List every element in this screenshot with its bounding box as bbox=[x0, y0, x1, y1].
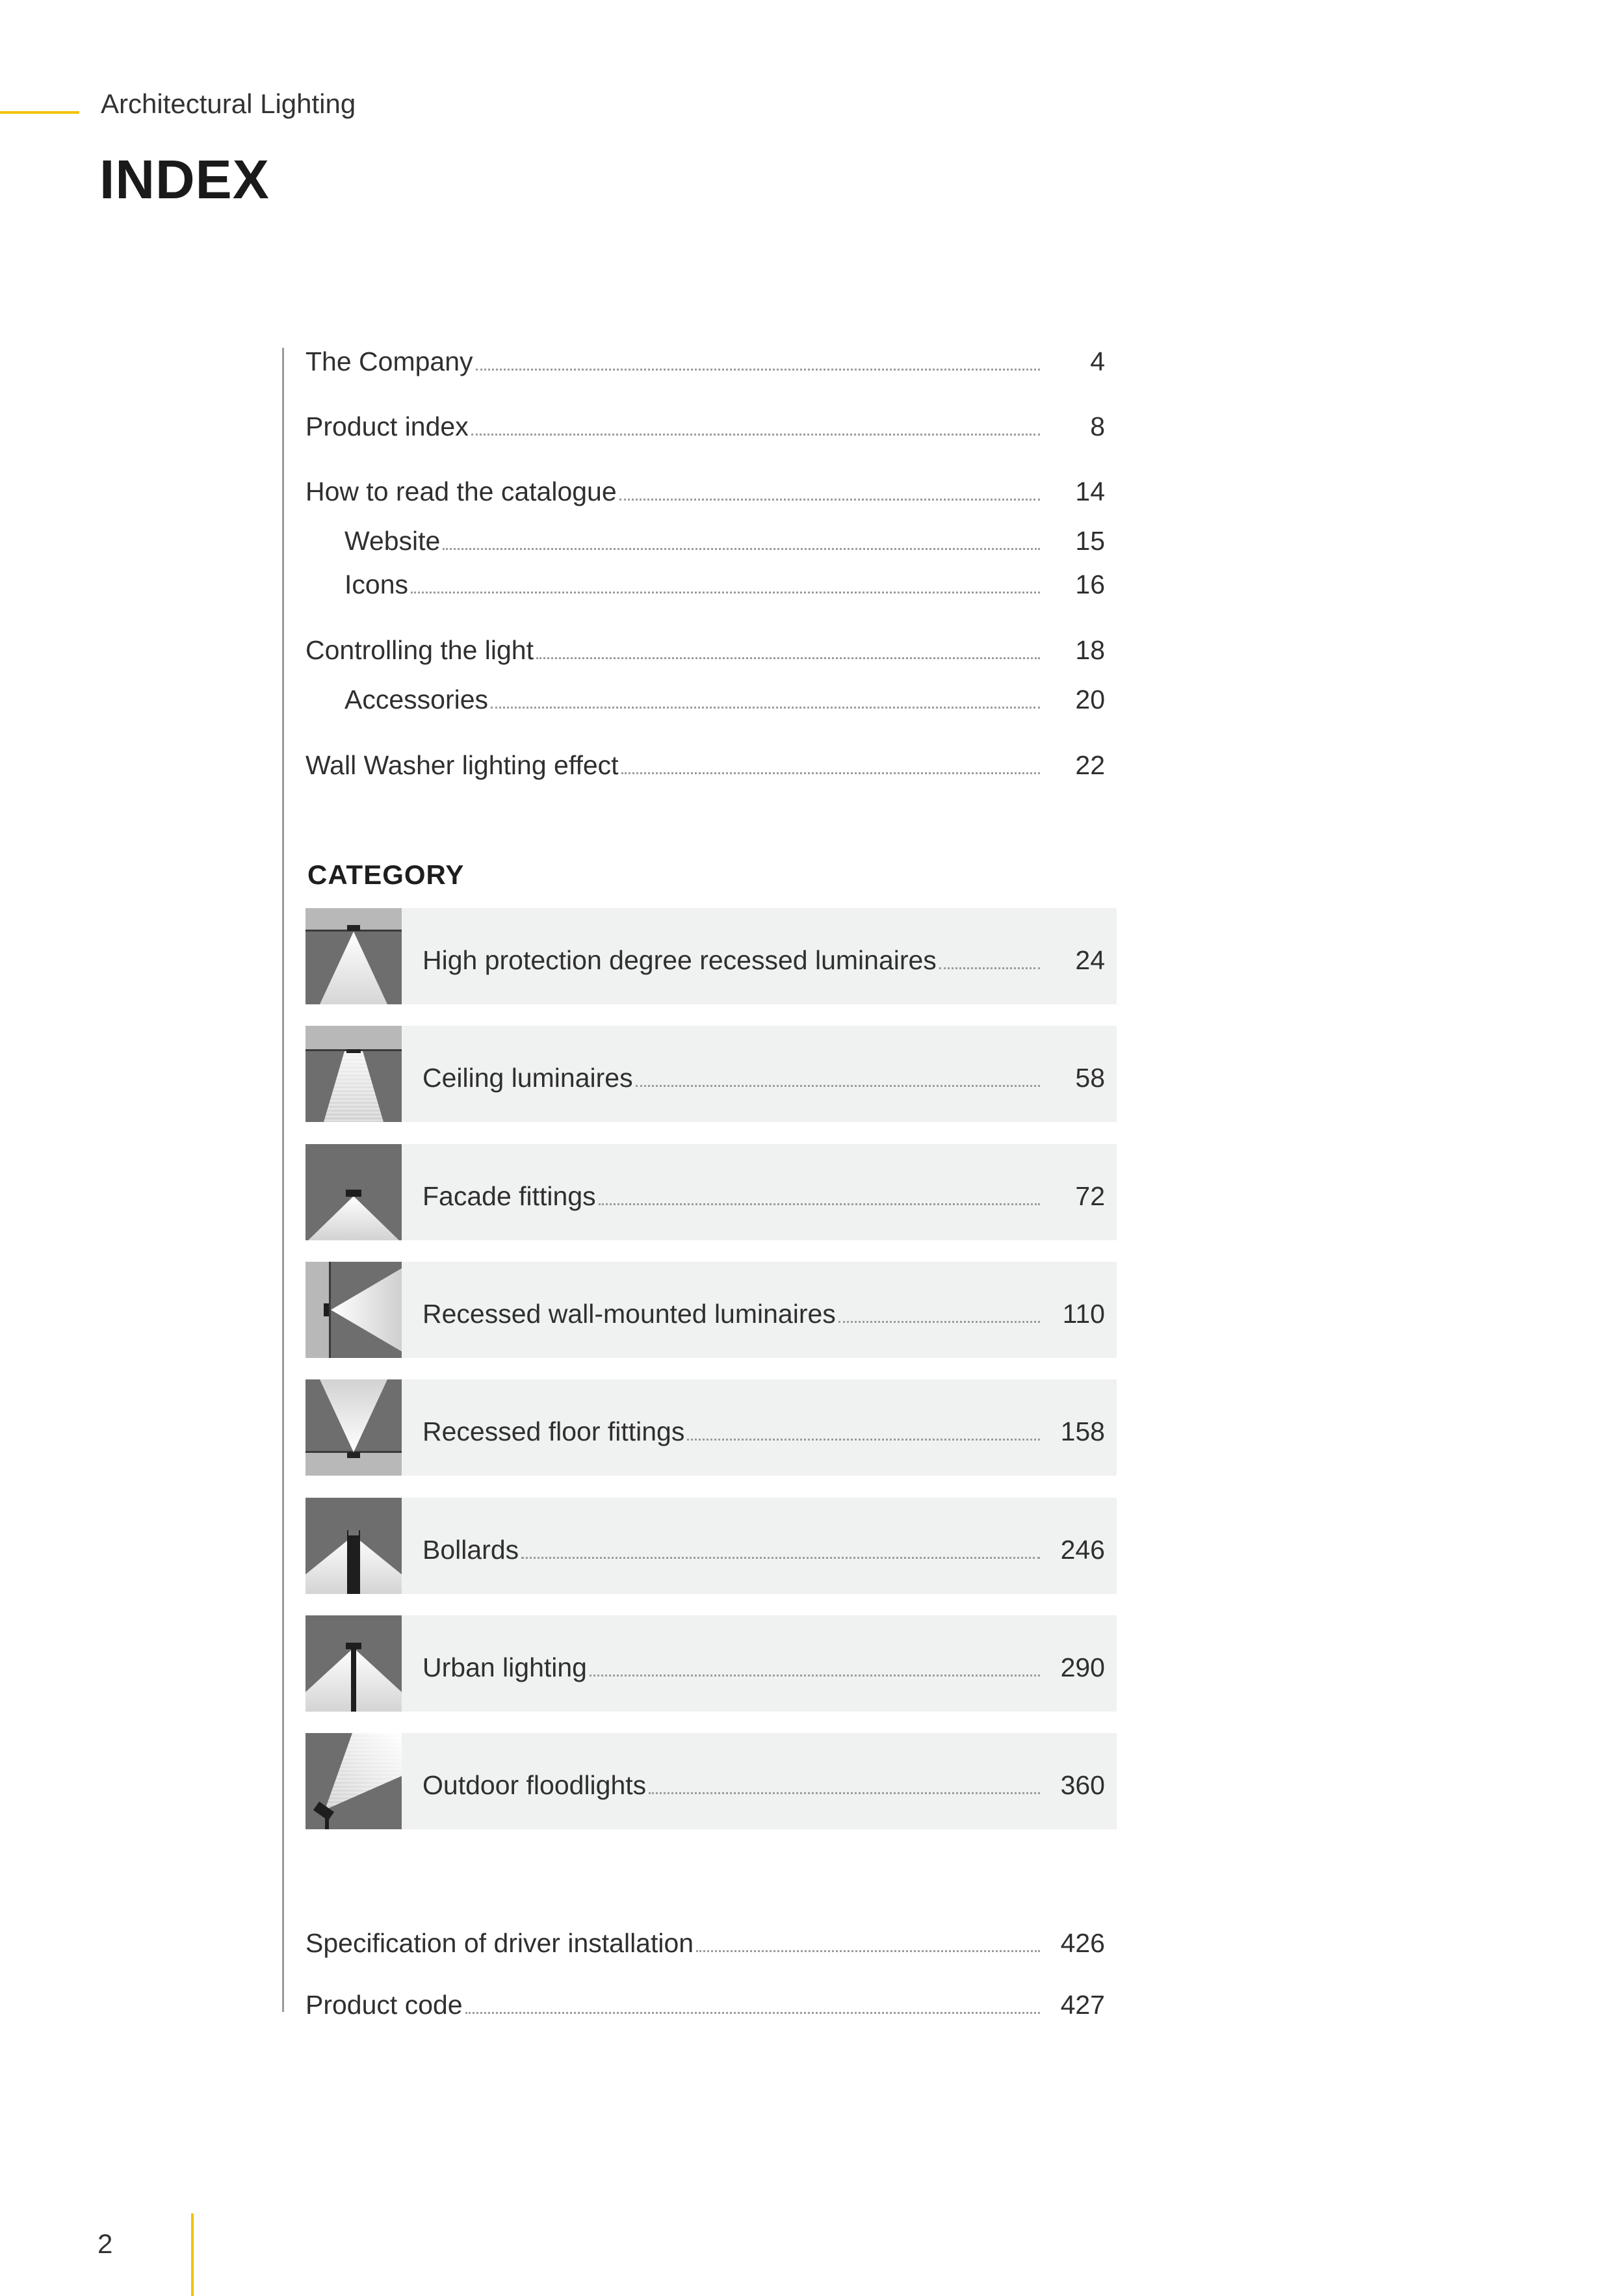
category-row-recessed-floor[interactable] bbox=[305, 1379, 1117, 1476]
category-row-recessed-wall[interactable] bbox=[305, 1262, 1117, 1358]
header-accent-line bbox=[0, 111, 79, 114]
toc-entry-page: 16 bbox=[1075, 569, 1105, 599]
footer-accent-line bbox=[191, 2213, 194, 2296]
toc-entry-product-index[interactable] bbox=[305, 403, 1105, 442]
facade-fitting-icon bbox=[305, 1144, 402, 1240]
category-text bbox=[422, 1762, 1105, 1801]
category-text bbox=[422, 1526, 1105, 1565]
category-page: 360 bbox=[1060, 1770, 1105, 1800]
category-page: 72 bbox=[1075, 1181, 1105, 1211]
dot-leader bbox=[590, 1675, 1040, 1676]
page-title: INDEX bbox=[99, 149, 270, 210]
toc-entry-page: 14 bbox=[1075, 476, 1105, 506]
dot-leader bbox=[491, 707, 1040, 709]
category-text bbox=[422, 1054, 1105, 1093]
dot-leader bbox=[521, 1557, 1040, 1559]
dot-leader bbox=[636, 1085, 1040, 1087]
toc-entry-wall-washer[interactable] bbox=[305, 742, 1105, 781]
dot-leader bbox=[443, 548, 1040, 550]
category-label: Urban lighting bbox=[422, 1652, 587, 1682]
bollard-icon bbox=[305, 1498, 402, 1594]
ceiling-luminaire-icon bbox=[305, 1026, 402, 1122]
toc-entry-page: 22 bbox=[1075, 750, 1105, 780]
toc-entry-label: Controlling the light bbox=[305, 635, 534, 665]
category-page: 58 bbox=[1075, 1063, 1105, 1093]
category-text bbox=[422, 1408, 1105, 1447]
toc-entry-controlling-light[interactable] bbox=[305, 627, 1105, 666]
wall-luminaire-icon bbox=[305, 1262, 402, 1358]
category-row-high-protection[interactable] bbox=[305, 908, 1117, 1004]
floodlight-icon bbox=[305, 1733, 402, 1829]
dot-leader bbox=[939, 967, 1040, 969]
toc-entry-page: 20 bbox=[1075, 685, 1105, 714]
category-page: 158 bbox=[1060, 1416, 1105, 1446]
dot-leader bbox=[536, 657, 1040, 659]
toc-entry-page: 426 bbox=[1060, 1928, 1105, 1958]
toc-entry-label: Wall Washer lighting effect bbox=[305, 750, 619, 780]
category-row-urban[interactable] bbox=[305, 1615, 1117, 1712]
toc-entry-website[interactable] bbox=[344, 517, 1105, 556]
toc-entry-page: 15 bbox=[1075, 526, 1105, 556]
toc-entry-label: Accessories bbox=[344, 685, 489, 714]
toc-entry-label: The Company bbox=[305, 346, 473, 376]
dot-leader bbox=[411, 592, 1040, 594]
dot-leader bbox=[687, 1439, 1040, 1441]
toc-entry-label: Product index bbox=[305, 411, 469, 441]
index-vertical-rule bbox=[282, 348, 284, 2012]
toc-entry-product-code[interactable] bbox=[305, 1981, 1105, 2020]
category-text bbox=[422, 1173, 1105, 1212]
toc-entry-driver-installation[interactable] bbox=[305, 1920, 1105, 1959]
category-row-facade[interactable] bbox=[305, 1144, 1117, 1240]
category-text bbox=[422, 1644, 1105, 1683]
toc-entry-page: 4 bbox=[1090, 346, 1105, 376]
toc-entry-accessories[interactable] bbox=[344, 676, 1105, 715]
dot-leader bbox=[476, 369, 1040, 371]
floor-fitting-icon bbox=[305, 1379, 402, 1476]
toc-entry-label: Product code bbox=[305, 1990, 463, 2020]
dot-leader bbox=[599, 1203, 1040, 1205]
toc-entry-page: 8 bbox=[1090, 411, 1105, 441]
dot-leader bbox=[621, 772, 1040, 774]
category-label: Facade fittings bbox=[422, 1181, 596, 1211]
dot-leader bbox=[619, 499, 1040, 501]
urban-light-pole-icon bbox=[305, 1615, 402, 1712]
section-label: Architectural Lighting bbox=[101, 88, 356, 119]
dot-leader bbox=[649, 1792, 1040, 1794]
category-label: Bollards bbox=[422, 1535, 519, 1565]
category-label: Ceiling luminaires bbox=[422, 1063, 633, 1093]
toc-entry-page: 18 bbox=[1075, 635, 1105, 665]
dot-leader bbox=[471, 434, 1040, 436]
category-row-floodlights[interactable] bbox=[305, 1733, 1117, 1829]
dot-leader bbox=[838, 1321, 1040, 1323]
toc-entry-label: Specification of driver installation bbox=[305, 1928, 694, 1958]
toc-entry-page: 427 bbox=[1060, 1990, 1105, 2020]
category-row-bollards[interactable] bbox=[305, 1498, 1117, 1594]
page-number: 2 bbox=[97, 2228, 113, 2259]
toc-entry-icons[interactable] bbox=[344, 561, 1105, 600]
toc-entry-label: Website bbox=[344, 526, 441, 556]
category-page: 290 bbox=[1060, 1652, 1105, 1682]
dot-leader bbox=[465, 2012, 1040, 2014]
category-page: 246 bbox=[1060, 1535, 1105, 1565]
category-text bbox=[422, 937, 1105, 976]
toc-entry-label: Icons bbox=[344, 569, 408, 599]
toc-entry-label: How to read the catalogue bbox=[305, 476, 617, 506]
category-row-ceiling[interactable] bbox=[305, 1026, 1117, 1122]
category-label: High protection degree recessed luminaires bbox=[422, 945, 937, 975]
category-text bbox=[422, 1290, 1105, 1329]
category-page: 24 bbox=[1075, 945, 1105, 975]
toc-entry-the-company[interactable] bbox=[305, 338, 1105, 377]
category-label: Outdoor floodlights bbox=[422, 1770, 647, 1800]
recessed-ceiling-luminaire-icon bbox=[305, 908, 402, 1004]
dot-leader bbox=[696, 1950, 1040, 1952]
category-label: Recessed wall-mounted luminaires bbox=[422, 1299, 836, 1329]
category-page: 110 bbox=[1062, 1299, 1105, 1329]
category-label: Recessed floor fittings bbox=[422, 1416, 685, 1446]
toc-entry-how-to-read[interactable] bbox=[305, 468, 1105, 507]
category-heading: CATEGORY bbox=[307, 859, 465, 890]
